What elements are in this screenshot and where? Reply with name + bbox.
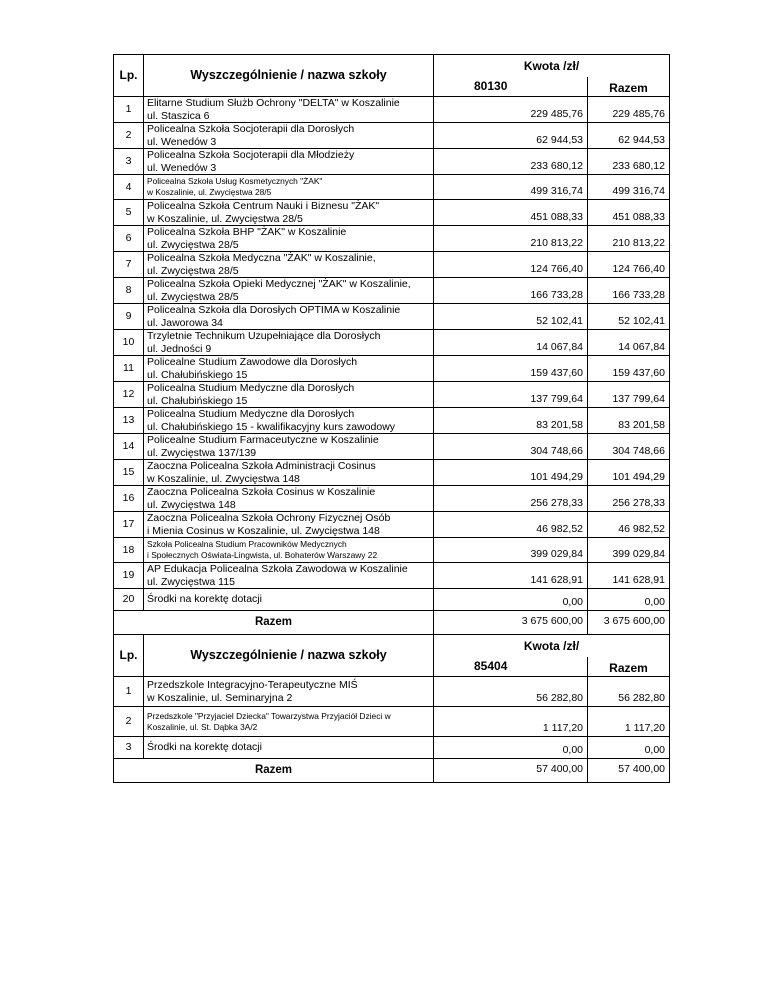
school-address: ul. Chałubińskiego 15 [147,368,248,381]
table-row [114,226,670,252]
row-lp: 5 [114,200,144,226]
table-row [114,434,670,460]
school-name: Środki na korektę dotacji [147,593,262,606]
row-razem: 256 278,33 [588,486,670,512]
row-name [144,563,434,589]
row-name [144,460,434,486]
row-kwota: 229 485,76 [434,97,588,123]
table-row [114,589,670,611]
row-kwota: 101 494,29 [434,460,588,486]
school-address: ul. Wenedów 3 [147,161,217,174]
school-name: Zaoczna Policealna Szkoła Ochrony Fizycznej Osób [147,512,391,524]
row-lp: 2 [114,123,144,149]
school-name: Policealna Studium Medyczne dla Dorosłych [147,408,355,420]
header-razem: Razem [588,657,670,677]
row-razem: 304 748,66 [588,434,670,460]
row-lp: 18 [114,538,144,563]
row-razem: 233 680,12 [588,149,670,175]
school-name: Policealna Szkoła dla Dorosłych OPTIMA w Koszalinie [147,304,401,316]
row-kwota: 166 733,28 [434,278,588,304]
row-razem: 124 766,40 [588,252,670,278]
school-name: Szkoła Policealna Studium Pracowników Medycznych [147,539,347,549]
school-name: Zaoczna Policealna Szkoła Cosinus w Koszalinie [147,486,376,498]
row-kwota: 46 982,52 [434,512,588,538]
table-row [114,460,670,486]
school-name: Policealna Szkoła Socjoterapii dla Młodzieży [147,149,355,161]
school-name: Środki na korektę dotacji [147,741,262,754]
table-row [114,330,670,356]
header-name: Wyszczególnienie / nazwa szkoły [144,55,434,97]
total-kwota: 57 400,00 [434,759,588,783]
school-address: ul. Jaworowa 34 [147,316,223,329]
header-code: 80130 [434,77,588,97]
school-name: Policealna Szkoła Medyczna "ŻAK" w Koszalinie, [147,252,376,264]
row-kwota: 233 680,12 [434,149,588,175]
row-name [144,589,434,611]
school-name: Zaoczna Policealna Szkoła Administracji Cosinus [147,460,376,472]
row-name [144,707,434,737]
row-lp: 9 [114,304,144,330]
row-razem: 0,00 [588,589,670,611]
row-razem: 0,00 [588,737,670,759]
total-razem: 3 675 600,00 [588,611,670,635]
row-kwota: 210 813,22 [434,226,588,252]
row-name [144,538,434,563]
table-row [114,200,670,226]
row-lp: 4 [114,175,144,200]
school-address: ul. Zwycięstwa 28/5 [147,238,239,251]
table-row [114,278,670,304]
school-name: Elitarne Studium Służb Ochrony "DELTA" w Koszalinie [147,97,400,109]
header-kwota: Kwota /zł/ [434,635,670,657]
table-row [114,97,670,123]
table-row [114,123,670,149]
row-kwota: 137 799,64 [434,382,588,408]
row-lp: 7 [114,252,144,278]
row-lp: 1 [114,97,144,123]
row-razem: 141 628,91 [588,563,670,589]
school-address: ul. Chałubińskiego 15 [147,394,248,407]
school-name: Policealna Studium Medyczne dla Dorosłych [147,382,355,394]
table-row [114,486,670,512]
row-kwota: 304 748,66 [434,434,588,460]
table-row [114,408,670,434]
row-razem: 159 437,60 [588,356,670,382]
row-razem: 166 733,28 [588,278,670,304]
table-row [114,252,670,278]
school-name: Przedszkole "Przyjaciel Dziecka" Towarzystwa Przyjaciół Dzieci w [147,710,391,721]
row-name [144,677,434,707]
row-name [144,97,434,123]
table-row [114,356,670,382]
row-razem: 62 944,53 [588,123,670,149]
school-address: w Koszalinie, ul. Seminaryjna 2 [147,691,293,704]
row-kwota: 451 088,33 [434,200,588,226]
row-name [144,226,434,252]
row-kwota: 499 316,74 [434,175,588,200]
table-row [114,538,670,563]
row-razem: 56 282,80 [588,677,670,707]
school-name: Policealna Szkoła BHP "ŻAK" w Koszalinie [147,226,347,238]
row-lp: 10 [114,330,144,356]
total-label: Razem [114,611,434,635]
school-address: ul. Chałubińskiego 15 - kwalifikacyjny kurs zawodowy [147,420,396,433]
header-razem: Razem [588,77,670,97]
school-address: Koszalinie, ul. St. Dąbka 3A/2 [147,721,258,732]
row-kwota: 83 201,58 [434,408,588,434]
row-name [144,175,434,200]
total-label: Razem [114,759,434,783]
row-name [144,408,434,434]
school-address: ul. Staszica 6 [147,109,210,122]
row-name [144,304,434,330]
row-name [144,356,434,382]
row-lp: 6 [114,226,144,252]
row-kwota: 62 944,53 [434,123,588,149]
header-lp: Lp. [114,55,144,97]
row-lp: 15 [114,460,144,486]
school-address: ul. Zwycięstwa 28/5 [147,264,239,277]
table-row [114,382,670,408]
school-address: ul. Zwycięstwa 28/5 [147,290,239,303]
row-name [144,252,434,278]
row-kwota: 0,00 [434,589,588,611]
header-lp: Lp. [114,635,144,677]
header-kwota: Kwota /zł/ [434,55,670,77]
school-name: Policealna Szkoła Opieki Medycznej "ŻAK" w Koszalinie, [147,278,411,290]
table-row [114,677,670,707]
row-name [144,737,434,759]
row-lp: 3 [114,737,144,759]
school-address: ul. Zwycięstwa 115 [147,575,235,588]
row-lp: 11 [114,356,144,382]
row-razem: 1 117,20 [588,707,670,737]
row-lp: 2 [114,707,144,737]
row-name [144,434,434,460]
school-address: w Koszalinie, ul. Zwycięstwa 28/5 [147,212,303,225]
row-name [144,382,434,408]
school-name: Policealna Szkoła Usług Kosmetycznych "ŻAK" [147,176,323,186]
row-lp: 19 [114,563,144,589]
row-razem: 229 485,76 [588,97,670,123]
school-address: w Koszalinie, ul. Zwycięstwa 28/5 [147,187,272,197]
row-kwota: 159 437,60 [434,356,588,382]
row-kwota: 52 102,41 [434,304,588,330]
row-name [144,149,434,175]
row-razem: 46 982,52 [588,512,670,538]
header-name: Wyszczególnienie / nazwa szkoły [144,635,434,677]
school-address: ul. Wenedów 3 [147,135,217,148]
schools-table-85404 [113,634,670,783]
school-name: Policealne Studium Zawodowe dla Dorosłych [147,356,358,368]
school-address: w Koszalinie, ul. Zwycięstwa 148 [147,472,300,485]
row-kwota: 124 766,40 [434,252,588,278]
row-lp: 20 [114,589,144,611]
school-address: ul. Jedności 9 [147,342,212,355]
table-row [114,512,670,538]
schools-table-80130 [113,54,670,635]
row-kwota: 399 029,84 [434,538,588,563]
table-row [114,707,670,737]
school-name: Policealne Studium Farmaceutyczne w Koszalinie [147,434,379,446]
row-razem: 137 799,64 [588,382,670,408]
row-name [144,200,434,226]
table-row [114,175,670,200]
school-name: Policealna Szkoła Socjoterapii dla Dorosłych [147,123,355,135]
table-row [114,563,670,589]
row-lp: 17 [114,512,144,538]
row-name [144,512,434,538]
row-name [144,123,434,149]
row-kwota: 0,00 [434,737,588,759]
row-lp: 8 [114,278,144,304]
school-name: AP Edukacja Policealna Szkoła Zawodowa w Koszalinie [147,563,408,575]
table-row [114,149,670,175]
row-lp: 3 [114,149,144,175]
total-kwota: 3 675 600,00 [434,611,588,635]
row-kwota: 56 282,80 [434,677,588,707]
school-address: i Mienia Cosinus w Koszalinie, ul. Zwycięstwa 148 [147,524,380,537]
row-kwota: 1 117,20 [434,707,588,737]
row-razem: 210 813,22 [588,226,670,252]
school-address: i Społecznych Oświata-Lingwista, ul. Bohaterów Warszawy 22 [147,550,378,560]
row-razem: 399 029,84 [588,538,670,563]
table-row [114,737,670,759]
row-razem: 52 102,41 [588,304,670,330]
row-kwota: 141 628,91 [434,563,588,589]
row-razem: 14 067,84 [588,330,670,356]
row-kwota: 14 067,84 [434,330,588,356]
table-row [114,304,670,330]
row-name [144,330,434,356]
total-row [114,759,670,783]
school-address: ul. Zwycięstwa 137/139 [147,446,257,459]
row-kwota: 256 278,33 [434,486,588,512]
row-lp: 13 [114,408,144,434]
row-lp: 16 [114,486,144,512]
school-address: ul. Zwycięstwa 148 [147,498,236,511]
row-razem: 101 494,29 [588,460,670,486]
row-lp: 14 [114,434,144,460]
school-name: Policealna Szkoła Centrum Nauki i Biznesu "ŻAK" [147,200,380,212]
row-name [144,486,434,512]
school-name: Trzyletnie Technikum Uzupełniające dla Dorosłych [147,330,381,342]
school-name: Przedszkole Integracyjno-Terapeutyczne MIŚ [147,679,358,691]
row-lp: 12 [114,382,144,408]
row-lp: 1 [114,677,144,707]
row-razem: 83 201,58 [588,408,670,434]
total-row [114,611,670,635]
header-code: 85404 [434,657,588,677]
row-razem: 451 088,33 [588,200,670,226]
row-razem: 499 316,74 [588,175,670,200]
total-razem: 57 400,00 [588,759,670,783]
row-name [144,278,434,304]
